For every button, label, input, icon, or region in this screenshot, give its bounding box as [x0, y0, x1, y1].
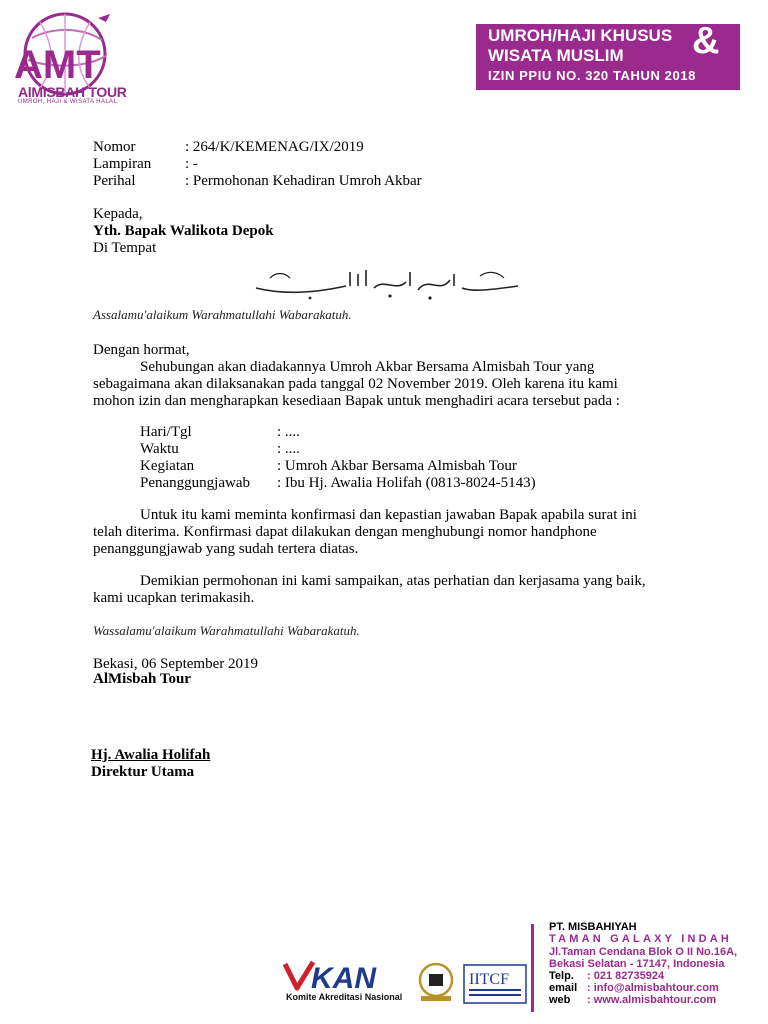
- license-badge: [476, 20, 740, 90]
- logo-text: AMT: [14, 43, 101, 87]
- detail-value-hari: : ....: [277, 424, 300, 440]
- svg-text:IITCF: IITCF: [469, 971, 509, 988]
- para1-line2: sebagaimana akan dilaksanakan pada tanggal 02 November 2019. Oleh karena itu kami: [93, 376, 618, 392]
- detail-label-kegiatan: Kegiatan: [140, 458, 195, 474]
- para3-line1: Demikian permohonan ini kami sampaikan, atas perhatian dan kerjasama yang baik,: [140, 573, 646, 589]
- letter-date: Bekasi, 06 September 2019: [93, 656, 258, 672]
- kan-caption: Komite Akreditasi Nasional: [286, 992, 403, 1002]
- meta-value-lampiran: : -: [185, 156, 198, 172]
- bismillah-calligraphy: [250, 264, 524, 304]
- meta-label-perihal: Perihal: [93, 173, 136, 189]
- para2-line1: Untuk itu kami meminta konfirmasi dan kepastian jawaban Bapak apabila surat ini: [140, 507, 637, 523]
- sapuhi-logo: [415, 962, 457, 1002]
- organization-name: AlMisbah Tour: [93, 671, 191, 687]
- salam-closing: Wassalamu'alaikum Warahmatullahi Wabarakatuh.: [93, 623, 360, 638]
- signer-name: Hj. Awalia Holifah: [91, 747, 211, 763]
- logo-tagline: UMROH, HAJI & WISATA HALAL: [18, 99, 118, 105]
- salam-opening: Assalamu'alaikum Warahmatullahi Wabarakatuh.: [93, 307, 352, 322]
- footer-company: PT. MISBAHIYAH: [549, 921, 637, 933]
- para3-line2: kami ucapkan terimakasih.: [93, 590, 255, 606]
- footer-web-value[interactable]: : www.almisbahtour.com: [587, 994, 717, 1006]
- footer-phone-value: : 021 82735924: [587, 970, 665, 982]
- svg-text:KAN: KAN: [311, 962, 376, 995]
- meta-value-perihal: : Permohonan Kehadiran Umroh Akbar: [185, 173, 422, 189]
- detail-value-kegiatan: : Umroh Akbar Bersama Almisbah Tour: [277, 458, 517, 474]
- footer-divider: [531, 924, 534, 1012]
- detail-value-penanggungjawab: : Ibu Hj. Awalia Holifah (0813-8024-5143): [277, 475, 536, 491]
- meta-value-nomor: : 264/K/KEMENAG/IX/2019: [185, 139, 364, 155]
- badge-line-1: UMROH/HAJI KHUSUS: [488, 26, 673, 45]
- footer-email-label: email: [549, 982, 578, 994]
- detail-value-waktu: : ....: [277, 441, 300, 457]
- footer-web-label: web: [549, 994, 571, 1006]
- detail-label-penanggungjawab: Penanggungjawab: [140, 475, 250, 491]
- badge-ampersand: &: [692, 20, 720, 62]
- para1-line3: mohon izin dan mengharapkan kesediaan Bapak untuk menghadiri acara tersebut pada :: [93, 393, 620, 409]
- detail-label-hari: Hari/Tgl: [140, 424, 192, 440]
- footer-email-value[interactable]: : info@almisbahtour.com: [587, 982, 719, 994]
- recipient-place: Di Tempat: [93, 240, 157, 256]
- para2-line3: penanggungjawab yang sudah tertera diatas.: [93, 541, 359, 557]
- footer-phone-label: Telp.: [549, 970, 574, 982]
- greeting: Dengan hormat,: [93, 342, 190, 358]
- logo-name: AlMISBAH TOUR: [18, 84, 127, 100]
- detail-label-waktu: Waktu: [140, 441, 179, 457]
- meta-label-nomor: Nomor: [93, 139, 136, 155]
- to-label: Kepada,: [93, 206, 143, 222]
- para2-line2: telah diterima. Konfirmasi dapat dilakukan dengan menghubungi nomor handphone: [93, 524, 597, 540]
- badge-line-2: WISATA MUSLIM: [488, 46, 624, 65]
- recipient: Yth. Bapak Walikota Depok: [93, 223, 274, 239]
- footer-building: TAMAN GALAXY INDAH: [549, 933, 733, 945]
- badge-license: IZIN PPIU NO. 320 TAHUN 2018: [488, 68, 697, 83]
- footer-address-1: Jl.Taman Cendana Blok O II No.16A,: [549, 946, 738, 958]
- footer-address-2: Bekasi Selatan - 17147, Indonesia: [549, 958, 725, 970]
- iitcf-logo: [463, 964, 527, 1004]
- para1-line1: Sehubungan akan diadakannya Umroh Akbar Bersama Almisbah Tour yang: [140, 359, 595, 375]
- meta-label-lampiran: Lampiran: [93, 156, 152, 172]
- signer-title: Direktur Utama: [91, 764, 195, 780]
